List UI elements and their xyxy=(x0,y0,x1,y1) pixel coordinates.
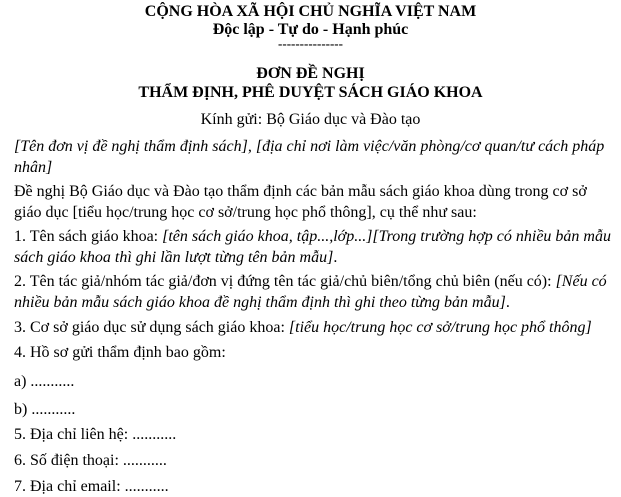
item-4-a: a) ........... xyxy=(14,373,75,390)
item-5-address: 5. Địa chỉ liên hệ: ........... xyxy=(14,426,177,443)
item-2 xyxy=(14,271,614,313)
item-2-value: [Nếu có nhiều bản mẫu sách giáo khoa đề nghị thẩm định thì ghi theo từng bản mẫu] xyxy=(14,273,607,311)
header-separator: --------------- xyxy=(278,36,343,51)
item-2-end: . xyxy=(505,294,510,311)
item-3 xyxy=(14,317,614,338)
item-4-b: b) ........... xyxy=(14,401,76,418)
item-3-value: [tiểu học/trung học cơ sở/trung học phổ thông] xyxy=(288,319,592,336)
country-name: CỘNG HÒA XÃ HỘI CHỦ NGHĨA VIỆT NAM xyxy=(144,3,477,20)
item-3-label: 3. Cơ sở giáo dục sử dụng sách giáo khoa: xyxy=(14,319,289,336)
item-2-label: 2. Tên tác giả/nhóm tác giả/đơn vị đứng tên tác giả/chủ biên/tổng chủ biên (nếu có): xyxy=(14,273,556,290)
item-4: 4. Hồ sơ gửi thẩm định bao gồm: xyxy=(14,344,226,361)
item-7-email: 7. Địa chỉ email: ........... xyxy=(14,478,169,495)
recipient-line: Kính gửi: Bộ Giáo dục và Đào tạo xyxy=(200,111,421,128)
form-title: ĐƠN ĐỀ NGHỊ xyxy=(256,65,365,82)
national-motto: Độc lập - Tự do - Hạnh phúc xyxy=(212,21,409,38)
intro-paragraph: Đề nghị Bộ Giáo dục và Đào tạo thẩm định các bản mẫu sách giáo khoa dùng trong cơ sở giáo dục [tiểu học/trung học cơ sở/trung học phổ thông], cụ thể như sau: xyxy=(14,183,587,221)
item-6-phone: 6. Số điện thoại: ........... xyxy=(14,452,167,469)
org-info: [Tên đơn vị đề nghị thẩm định sách], [địa chỉ nơi làm việc/văn phòng/cơ quan/tư cách pháp nhân] xyxy=(14,138,605,176)
item-1-label: 1. Tên sách giáo khoa: xyxy=(14,228,163,245)
item-1-value: [tên sách giáo khoa, tập...,lớp...][Trong trường hợp có nhiều bản mẫu sách giáo khoa thì ghi lần lượt từng tên bản mẫu] xyxy=(14,228,611,266)
form-subtitle: THẨM ĐỊNH, PHÊ DUYỆT SÁCH GIÁO KHOA xyxy=(138,84,483,101)
item-1-end: . xyxy=(333,249,338,266)
item-1 xyxy=(14,226,614,268)
